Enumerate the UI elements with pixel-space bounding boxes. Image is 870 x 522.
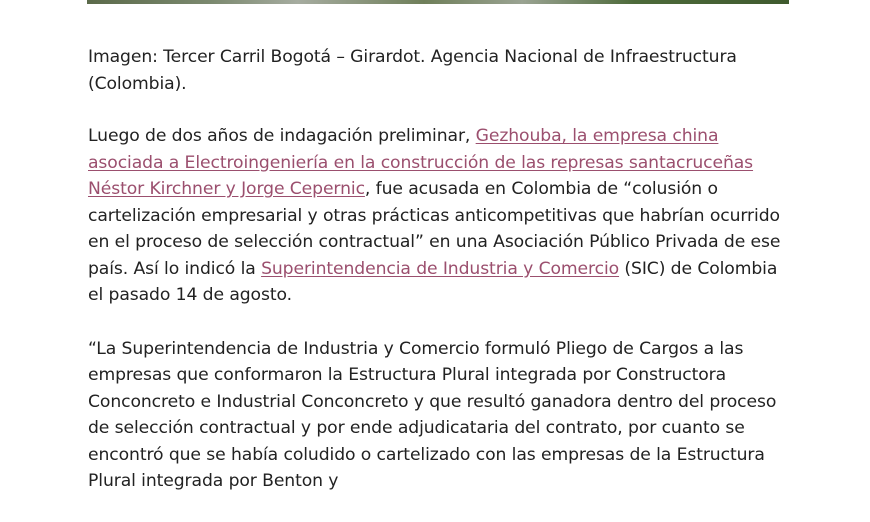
article-body	[88, 44, 788, 522]
gezhouba-article-link[interactable]: Gezhouba, la empresa china asociada a Electroingeniería en la construcción de las represas santacruceñas Néstor Kirchner y Jorge Cepernic	[88, 126, 754, 199]
article-paragraph-1	[88, 123, 788, 309]
article-paragraph-2: “La Superintendencia de Industria y Comercio formuló Pliego de Cargos a las empresas que conformaron la Estructura Plural integrada por Constructora Conconcreto e Industrial Conconcreto y que resultó ganadora dentro del proceso de selección contractual y por ende adjudicataria del contrato, por cuanto se encontró que se había coludido o cartelizado con las empresas de la Estructura Plural integrada por Benton y	[88, 338, 777, 491]
article-header-image	[87, 0, 789, 4]
sic-link[interactable]: Superintendencia de Industria y Comercio	[261, 258, 620, 279]
paragraph-1-text-end: (SIC) de Colombia el pasado 14 de agosto.	[88, 258, 778, 305]
paragraph-1-text-start: Luego de dos años de indagación preliminar,	[88, 126, 476, 146]
paragraph-1-text-middle: , fue acusada en Colombia de “colusión o cartelización empresarial y otras prácticas anticompetitivas que habrían ocurrido en el proceso de selección contractual” en una Asociación Público Privada de ese país. Así lo indicó la	[88, 179, 781, 279]
image-caption: Imagen: Tercer Carril Bogotá – Girardot. Agencia Nacional de Infraestructura (Colombia).	[88, 47, 737, 94]
